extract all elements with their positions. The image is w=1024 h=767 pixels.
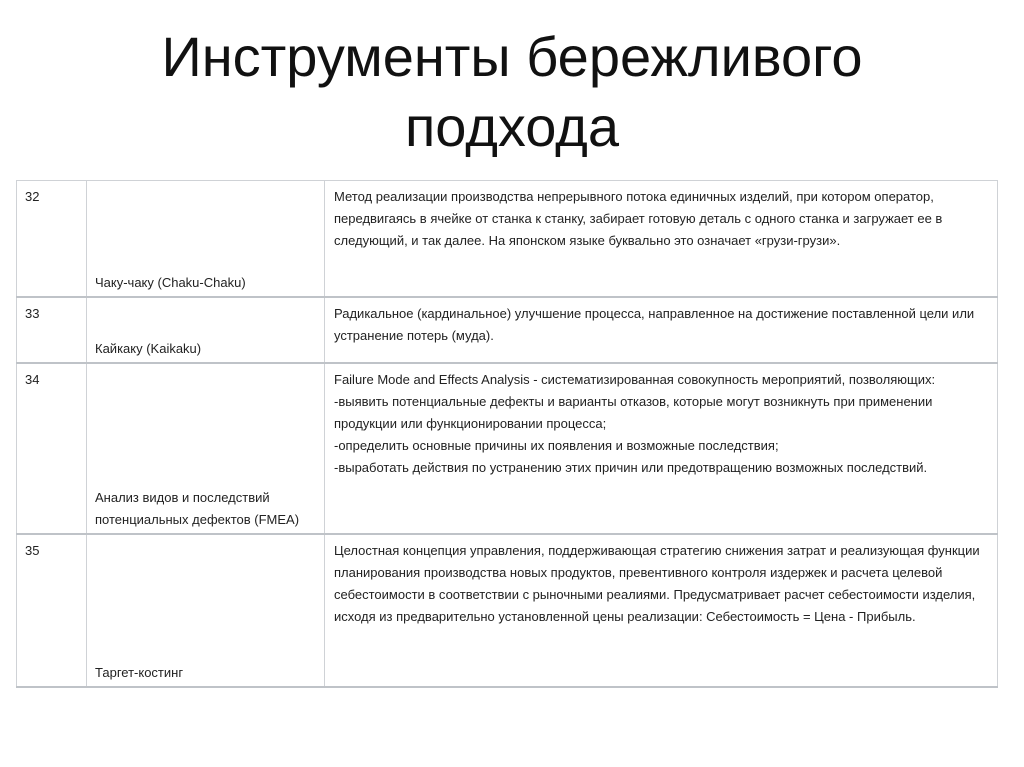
table-row	[17, 534, 998, 687]
tool-description: Радикальное (кардинальное) улучшение процесса, направленное на достижение поставленной цели или устранение потерь (муда).	[325, 297, 998, 363]
slide-title: Инструменты бережливого подхода	[161, 25, 863, 158]
table-row	[17, 181, 998, 297]
tool-name: Чаку-чаку (Chaku-Chaku)	[87, 181, 325, 297]
tool-description: Целостная концепция управления, поддерживающая стратегию снижения затрат и реализующая функции планирования производства новых продуктов, превентивного контроля издержек и расчета целевой себестоимости в соответствии с рыночными реалиями. Предусматривает расчет себестоимости изделия, исходя из предварительно установленной цены реализации: Себестоимость = Цена - Прибыль.	[325, 534, 998, 687]
tool-name: Таргет-костинг	[87, 534, 325, 687]
row-number: 35	[17, 534, 87, 687]
tool-name: Кайкаку (Kaikaku)	[87, 297, 325, 363]
row-number: 34	[17, 363, 87, 534]
tool-description: Метод реализации производства непрерывного потока единичных изделий, при котором оператор, передвигаясь в ячейке от станка к станку, забирает готовую деталь с одного станка и загружает ее в следующий, и так далее. На японском языке буквально это означает «грузи-грузи».	[325, 181, 998, 297]
tool-name: Анализ видов и последствий потенциальных дефектов (FMEA)	[87, 363, 325, 534]
row-number: 32	[17, 181, 87, 297]
table-row	[17, 363, 998, 534]
row-number: 33	[17, 297, 87, 363]
table-row	[17, 297, 998, 363]
lean-tools-table	[16, 180, 998, 688]
tool-description: Failure Mode and Effects Analysis - систематизированная совокупность мероприятий, позволяющих: -выявить потенциальные дефекты и варианты отказов, которые могут возникнуть при применении продукции или функционировании процесса; -определить основные причины их появления и возможные последствия; -выработать действия по устранению этих причин или предотвращению возможных последствий.	[325, 363, 998, 534]
